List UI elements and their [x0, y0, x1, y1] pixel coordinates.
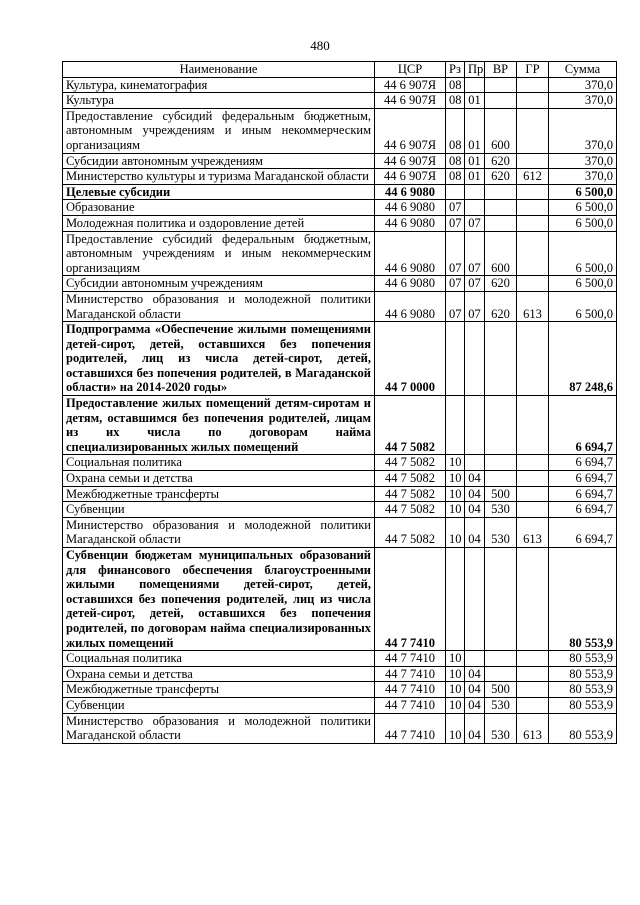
cell-csr: 44 7 7410 — [375, 666, 446, 682]
cell-pr — [465, 548, 485, 651]
cell-pr: 04 — [465, 517, 485, 547]
cell-gr — [517, 486, 549, 502]
cell-sum: 370,0 — [549, 169, 617, 185]
cell-pr — [465, 184, 485, 200]
table-row — [63, 153, 617, 169]
cell-csr: 44 6 9080 — [375, 215, 446, 231]
cell-name: Социальная политика — [63, 651, 375, 667]
cell-rz: 07 — [446, 200, 465, 216]
cell-csr: 44 6 9080 — [375, 276, 446, 292]
cell-rz: 08 — [446, 108, 465, 153]
cell-rz: 10 — [446, 651, 465, 667]
cell-sum: 80 553,9 — [549, 548, 617, 651]
table-row — [63, 215, 617, 231]
table-row — [63, 713, 617, 743]
cell-sum: 87 248,6 — [549, 322, 617, 396]
cell-gr — [517, 651, 549, 667]
cell-csr: 44 7 5082 — [375, 486, 446, 502]
header-gr: ГР — [517, 62, 549, 78]
table-row — [63, 455, 617, 471]
cell-sum: 370,0 — [549, 77, 617, 93]
cell-name: Образование — [63, 200, 375, 216]
table-row — [63, 231, 617, 276]
table-row — [63, 666, 617, 682]
cell-sum: 370,0 — [549, 108, 617, 153]
budget-table — [62, 61, 617, 744]
cell-csr: 44 6 907Я — [375, 153, 446, 169]
cell-gr — [517, 231, 549, 276]
cell-pr — [465, 651, 485, 667]
cell-csr: 44 7 7410 — [375, 713, 446, 743]
cell-name: Межбюджетные трансферты — [63, 682, 375, 698]
cell-vr: 620 — [485, 291, 517, 321]
cell-rz: 10 — [446, 713, 465, 743]
cell-gr — [517, 322, 549, 396]
cell-rz: 10 — [446, 502, 465, 518]
cell-name: Культура — [63, 93, 375, 109]
cell-name: Целевые субсидии — [63, 184, 375, 200]
cell-name: Министерство образования и молодежной политики Магаданской области — [63, 713, 375, 743]
cell-gr — [517, 215, 549, 231]
cell-gr: 613 — [517, 291, 549, 321]
cell-csr: 44 7 5082 — [375, 396, 446, 455]
cell-pr — [465, 200, 485, 216]
cell-sum: 6 694,7 — [549, 396, 617, 455]
table-row — [63, 471, 617, 487]
cell-vr: 620 — [485, 276, 517, 292]
cell-sum: 6 694,7 — [549, 471, 617, 487]
cell-csr: 44 6 907Я — [375, 108, 446, 153]
cell-gr — [517, 697, 549, 713]
cell-csr: 44 7 7410 — [375, 697, 446, 713]
cell-rz: 07 — [446, 291, 465, 321]
cell-csr: 44 6 9080 — [375, 200, 446, 216]
table-header-row — [63, 62, 617, 78]
cell-vr — [485, 666, 517, 682]
page-number: 480 — [310, 38, 330, 53]
cell-pr — [465, 396, 485, 455]
cell-rz: 07 — [446, 276, 465, 292]
cell-sum: 6 694,7 — [549, 486, 617, 502]
cell-csr: 44 6 907Я — [375, 169, 446, 185]
cell-pr: 04 — [465, 697, 485, 713]
cell-rz — [446, 548, 465, 651]
cell-sum: 80 553,9 — [549, 682, 617, 698]
cell-vr: 600 — [485, 231, 517, 276]
cell-name: Молодежная политика и оздоровление детей — [63, 215, 375, 231]
cell-pr — [465, 322, 485, 396]
cell-name: Субвенции — [63, 697, 375, 713]
cell-name: Охрана семьи и детства — [63, 666, 375, 682]
cell-csr: 44 7 7410 — [375, 682, 446, 698]
cell-csr: 44 7 7410 — [375, 651, 446, 667]
cell-rz: 08 — [446, 77, 465, 93]
cell-name: Предоставление субсидий федеральным бюджетным, автономным учреждениям и иным некоммерческим организациям — [63, 231, 375, 276]
cell-rz — [446, 322, 465, 396]
cell-csr: 44 6 907Я — [375, 77, 446, 93]
cell-csr: 44 7 5082 — [375, 471, 446, 487]
table-row — [63, 322, 617, 396]
cell-name: Субвенции — [63, 502, 375, 518]
cell-vr — [485, 184, 517, 200]
cell-gr — [517, 108, 549, 153]
table-row — [63, 651, 617, 667]
cell-pr: 01 — [465, 169, 485, 185]
cell-pr: 07 — [465, 291, 485, 321]
table-row — [63, 548, 617, 651]
cell-name: Министерство культуры и туризма Магаданской области — [63, 169, 375, 185]
cell-name: Субсидии автономным учреждениям — [63, 153, 375, 169]
cell-rz: 10 — [446, 486, 465, 502]
cell-csr: 44 6 9080 — [375, 231, 446, 276]
cell-vr — [485, 322, 517, 396]
cell-vr — [485, 200, 517, 216]
header-name: Наименование — [63, 62, 375, 78]
cell-gr — [517, 682, 549, 698]
cell-pr: 04 — [465, 682, 485, 698]
cell-gr — [517, 455, 549, 471]
cell-vr — [485, 455, 517, 471]
cell-rz — [446, 396, 465, 455]
cell-vr: 620 — [485, 153, 517, 169]
cell-pr: 04 — [465, 502, 485, 518]
table-row — [63, 291, 617, 321]
cell-rz: 10 — [446, 666, 465, 682]
cell-gr — [517, 200, 549, 216]
table-row — [63, 93, 617, 109]
cell-gr — [517, 502, 549, 518]
cell-gr: 612 — [517, 169, 549, 185]
cell-gr — [517, 77, 549, 93]
cell-name: Подпрограмма «Обеспечение жилыми помещениями детей-сирот, детей, оставшихся без попечения родителей, лиц из числа детей-сирот, детей, оставшихся без попечения родителей, в Магаданской области» на 2014-2020 годы» — [63, 322, 375, 396]
table-row — [63, 200, 617, 216]
cell-rz: 10 — [446, 682, 465, 698]
cell-rz: 10 — [446, 455, 465, 471]
header-vr: ВР — [485, 62, 517, 78]
cell-csr: 44 7 5082 — [375, 502, 446, 518]
cell-gr — [517, 93, 549, 109]
cell-name: Министерство образования и молодежной политики Магаданской области — [63, 291, 375, 321]
cell-gr — [517, 153, 549, 169]
cell-gr: 613 — [517, 517, 549, 547]
cell-vr — [485, 215, 517, 231]
table-row — [63, 502, 617, 518]
table-row — [63, 108, 617, 153]
cell-csr: 44 7 5082 — [375, 517, 446, 547]
cell-vr: 500 — [485, 486, 517, 502]
cell-pr: 04 — [465, 666, 485, 682]
cell-pr: 07 — [465, 215, 485, 231]
table-body — [63, 77, 617, 743]
cell-name: Субсидии автономным учреждениям — [63, 276, 375, 292]
cell-rz: 10 — [446, 697, 465, 713]
cell-name: Министерство образования и молодежной политики Магаданской области — [63, 517, 375, 547]
cell-rz: 07 — [446, 231, 465, 276]
cell-gr — [517, 184, 549, 200]
cell-csr: 44 6 9080 — [375, 291, 446, 321]
table-row — [63, 682, 617, 698]
cell-pr: 04 — [465, 471, 485, 487]
cell-csr: 44 7 0000 — [375, 322, 446, 396]
cell-sum: 6 500,0 — [549, 231, 617, 276]
table-row — [63, 396, 617, 455]
cell-vr: 530 — [485, 502, 517, 518]
cell-sum: 80 553,9 — [549, 713, 617, 743]
cell-name: Культура, кинематография — [63, 77, 375, 93]
cell-gr — [517, 471, 549, 487]
cell-pr — [465, 77, 485, 93]
table-row — [63, 169, 617, 185]
cell-pr: 07 — [465, 276, 485, 292]
table-row — [63, 77, 617, 93]
table-row — [63, 697, 617, 713]
cell-rz: 08 — [446, 93, 465, 109]
cell-sum: 6 694,7 — [549, 455, 617, 471]
cell-vr: 600 — [485, 108, 517, 153]
cell-name: Предоставление жилых помещений детям-сиротам и детям, оставшимся без попечения родителей, лицам из их числа по договорам найма специализированных жилых помещений — [63, 396, 375, 455]
table-row — [63, 486, 617, 502]
cell-sum: 6 500,0 — [549, 215, 617, 231]
cell-name: Субвенции бюджетам муниципальных образований для финансового обеспечения благоустроенными жилыми помещениями детей-сирот, детей, оставшихся без попечения родителей, лиц из числа детей-сирот, детей, оставшихся без попечения родителей, по договорам найма специализированных жилых помещений — [63, 548, 375, 651]
cell-pr — [465, 455, 485, 471]
cell-sum: 6 694,7 — [549, 502, 617, 518]
cell-sum: 370,0 — [549, 153, 617, 169]
cell-vr: 530 — [485, 713, 517, 743]
cell-vr — [485, 651, 517, 667]
cell-vr — [485, 77, 517, 93]
cell-gr — [517, 548, 549, 651]
header-pr: Пр — [465, 62, 485, 78]
cell-rz — [446, 184, 465, 200]
cell-pr: 01 — [465, 153, 485, 169]
cell-sum: 80 553,9 — [549, 651, 617, 667]
cell-gr: 613 — [517, 713, 549, 743]
cell-pr: 07 — [465, 231, 485, 276]
cell-pr: 04 — [465, 486, 485, 502]
cell-sum: 6 500,0 — [549, 291, 617, 321]
cell-rz: 08 — [446, 153, 465, 169]
table-row — [63, 184, 617, 200]
cell-name: Предоставление субсидий федеральным бюджетным, автономным учреждениям и иным некоммерческим организациям — [63, 108, 375, 153]
cell-name: Межбюджетные трансферты — [63, 486, 375, 502]
cell-vr: 620 — [485, 169, 517, 185]
cell-csr: 44 7 5082 — [375, 455, 446, 471]
cell-sum: 370,0 — [549, 93, 617, 109]
cell-csr: 44 6 907Я — [375, 93, 446, 109]
cell-name: Социальная политика — [63, 455, 375, 471]
cell-pr: 01 — [465, 108, 485, 153]
header-rz: Рз — [446, 62, 465, 78]
header-csr: ЦСР — [375, 62, 446, 78]
cell-csr: 44 6 9080 — [375, 184, 446, 200]
cell-rz: 07 — [446, 215, 465, 231]
cell-vr — [485, 548, 517, 651]
cell-rz: 10 — [446, 471, 465, 487]
cell-gr — [517, 276, 549, 292]
cell-vr: 500 — [485, 682, 517, 698]
cell-sum: 6 500,0 — [549, 184, 617, 200]
cell-vr — [485, 93, 517, 109]
table-row — [63, 517, 617, 547]
cell-sum: 80 553,9 — [549, 697, 617, 713]
cell-gr — [517, 396, 549, 455]
table-row — [63, 276, 617, 292]
header-sum: Сумма — [549, 62, 617, 78]
cell-sum: 6 694,7 — [549, 517, 617, 547]
cell-pr: 01 — [465, 93, 485, 109]
cell-rz: 08 — [446, 169, 465, 185]
cell-vr — [485, 471, 517, 487]
cell-gr — [517, 666, 549, 682]
cell-sum: 6 500,0 — [549, 276, 617, 292]
cell-name: Охрана семьи и детства — [63, 471, 375, 487]
cell-sum: 6 500,0 — [549, 200, 617, 216]
cell-vr: 530 — [485, 517, 517, 547]
cell-sum: 80 553,9 — [549, 666, 617, 682]
cell-rz: 10 — [446, 517, 465, 547]
cell-vr — [485, 396, 517, 455]
cell-csr: 44 7 7410 — [375, 548, 446, 651]
cell-vr: 530 — [485, 697, 517, 713]
cell-pr: 04 — [465, 713, 485, 743]
